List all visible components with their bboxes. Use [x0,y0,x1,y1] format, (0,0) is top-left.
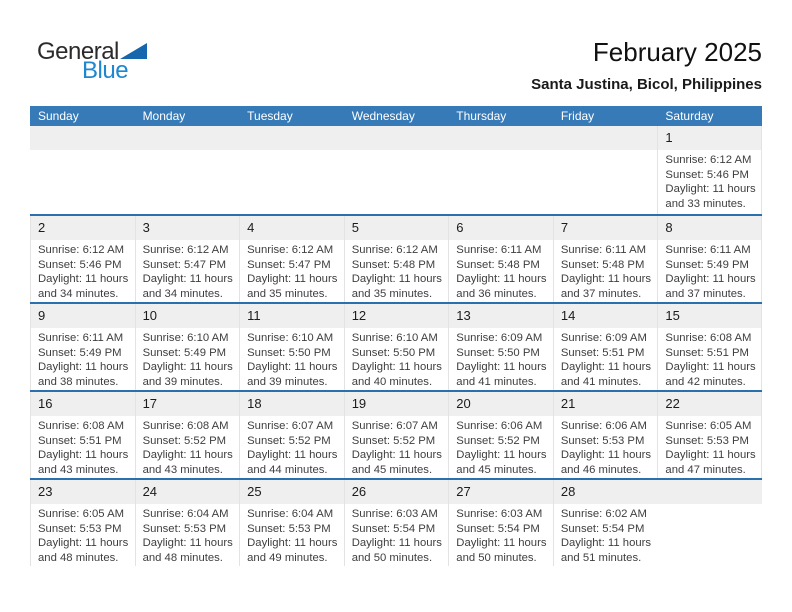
day-number: 20 [449,392,553,416]
daylight-text-line2: and 40 minutes. [351,375,433,388]
daylight-text-line2: and 45 minutes. [456,463,537,476]
day-number: 4 [240,216,344,240]
sunset-text: Sunset: 5:53 PM [142,522,227,535]
calendar-day-cell [448,392,553,478]
daylight-text-line1: Daylight: 11 hours [142,537,233,550]
daylight-text-line2: and 47 minutes. [665,463,746,476]
weekday-sunday: Sunday [38,109,79,123]
sunset-text: Sunset: 5:49 PM [142,346,227,359]
daylight-text-line2: and 49 minutes. [247,551,328,564]
daylight-text-line1: Daylight: 11 hours [456,361,547,374]
day-details [554,328,658,389]
daylight-text-line2: and 37 minutes. [560,287,642,300]
calendar-day-cell [344,392,449,478]
sunrise-text: Sunrise: 6:07 AM [351,420,438,432]
calendar-day-cell [553,216,658,302]
calendar-empty-cell [135,126,240,214]
sunset-text: Sunset: 5:50 PM [456,346,540,359]
day-details [658,416,761,477]
weekday-friday: Friday [560,109,595,123]
daylight-text-line1: Daylight: 11 hours [38,449,129,462]
daylight-text-line2: and 36 minutes. [456,287,537,300]
sunrise-text: Sunrise: 6:05 AM [38,508,125,520]
day-number: 13 [449,304,553,328]
day-details [658,328,761,389]
sunset-text: Sunset: 5:52 PM [142,434,227,447]
day-number [448,126,553,150]
sunset-text: Sunset: 5:49 PM [38,346,122,359]
sunrise-text: Sunrise: 6:03 AM [456,508,543,520]
day-details [240,504,344,565]
sunrise-text: Sunrise: 6:11 AM [38,332,124,344]
sunset-text: Sunset: 5:48 PM [560,258,645,271]
sunrise-text: Sunrise: 6:12 AM [665,154,752,166]
day-details [240,240,344,301]
daylight-text-line1: Daylight: 11 hours [38,537,129,550]
day-number: 5 [345,216,449,240]
daylight-text-line2: and 35 minutes. [351,287,433,300]
daylight-text-line1: Daylight: 11 hours [456,537,547,550]
sunset-text: Sunset: 5:54 PM [456,522,540,535]
sunrise-text: Sunrise: 6:12 AM [351,244,438,256]
day-number: 10 [136,304,240,328]
calendar-day-cell [30,304,135,390]
daylight-text-line1: Daylight: 11 hours [560,273,652,286]
day-details [554,416,658,477]
calendar-day-cell [448,480,553,566]
sunrise-text: Sunrise: 6:04 AM [142,508,229,520]
calendar-day-cell [657,304,762,390]
day-details [240,328,344,389]
day-number: 11 [240,304,344,328]
sunrise-text: Sunrise: 6:10 AM [351,332,438,344]
calendar-table [30,106,762,566]
calendar-empty-cell [30,126,135,214]
daylight-text-line2: and 48 minutes. [142,551,223,564]
weekday-saturday: Saturday [665,109,714,123]
day-number: 26 [345,480,449,504]
day-details [31,416,135,477]
daylight-text-line1: Daylight: 11 hours [247,361,338,374]
day-number: 15 [658,304,761,328]
day-number: 1 [658,126,761,150]
calendar-day-cell [239,392,344,478]
logo-text-blue: Blue [82,57,129,84]
day-details [136,504,240,565]
day-details [658,150,761,211]
day-number [239,126,344,150]
sunset-text: Sunset: 5:52 PM [247,434,331,447]
daylight-text-line2: and 43 minutes. [142,463,223,476]
daylight-text-line1: Daylight: 11 hours [247,273,338,286]
daylight-text-line1: Daylight: 11 hours [142,361,233,374]
day-number: 3 [136,216,240,240]
day-details [449,504,553,565]
sunrise-text: Sunrise: 6:12 AM [247,244,334,256]
daylight-text-line1: Daylight: 11 hours [142,273,233,286]
calendar-day-cell [657,216,762,302]
sunset-text: Sunset: 5:53 PM [560,434,645,447]
day-details [345,504,449,565]
calendar-day-cell [239,216,344,302]
day-number: 17 [136,392,240,416]
sunrise-text: Sunrise: 6:11 AM [665,244,751,256]
calendar-day-cell [344,216,449,302]
day-details [136,328,240,389]
daylight-text-line1: Daylight: 11 hours [247,537,338,550]
daylight-text-line1: Daylight: 11 hours [351,273,442,286]
day-details [345,416,449,477]
calendar-day-cell [553,480,658,566]
sunrise-text: Sunrise: 6:09 AM [456,332,543,344]
daylight-text-line1: Daylight: 11 hours [665,361,756,374]
daylight-text-line2: and 38 minutes. [38,375,119,388]
weekday-header-row [30,106,762,126]
daylight-text-line2: and 50 minutes. [456,551,537,564]
weekday-monday: Monday [142,109,186,123]
daylight-text-line2: and 39 minutes. [142,375,223,388]
sunrise-text: Sunrise: 6:12 AM [142,244,229,256]
calendar-day-cell [448,216,553,302]
daylight-text-line2: and 41 minutes. [456,375,537,388]
day-number: 24 [136,480,240,504]
daylight-text-line1: Daylight: 11 hours [665,449,756,462]
daylight-text-line2: and 46 minutes. [560,463,642,476]
daylight-text-line1: Daylight: 11 hours [247,449,338,462]
calendar-day-cell [30,216,135,302]
day-number: 12 [345,304,449,328]
sunset-text: Sunset: 5:54 PM [560,522,645,535]
calendar-empty-cell [239,126,344,214]
day-number: 2 [31,216,135,240]
day-number [135,126,240,150]
day-number: 6 [449,216,553,240]
calendar-day-cell [553,392,658,478]
day-details [449,328,553,389]
day-details [31,328,135,389]
logo-text-general: General [37,38,119,65]
calendar-empty-cell [448,126,553,214]
sunrise-text: Sunrise: 6:12 AM [38,244,125,256]
sunset-text: Sunset: 5:51 PM [665,346,749,359]
sunset-text: Sunset: 5:48 PM [351,258,436,271]
sunset-text: Sunset: 5:50 PM [247,346,331,359]
sunrise-text: Sunrise: 6:11 AM [560,244,647,256]
sunset-text: Sunset: 5:54 PM [351,522,436,535]
calendar-day-cell [239,480,344,566]
calendar-day-cell [239,304,344,390]
calendar-day-cell [553,304,658,390]
day-number: 18 [240,392,344,416]
calendar-day-cell [344,304,449,390]
day-details [345,328,449,389]
sunrise-text: Sunrise: 6:03 AM [351,508,438,520]
sunrise-text: Sunrise: 6:11 AM [456,244,542,256]
calendar-day-cell [30,480,135,566]
daylight-text-line1: Daylight: 11 hours [665,183,756,196]
day-details [136,240,240,301]
day-number [344,126,449,150]
sunrise-text: Sunrise: 6:08 AM [665,332,752,344]
day-details [554,504,658,565]
day-number: 22 [658,392,761,416]
general-blue-logo [37,40,147,82]
daylight-text-line2: and 34 minutes. [38,287,119,300]
daylight-text-line2: and 35 minutes. [247,287,328,300]
daylight-text-line1: Daylight: 11 hours [142,449,233,462]
sunset-text: Sunset: 5:53 PM [38,522,122,535]
calendar-empty-cell [553,126,658,214]
page-subtitle: Santa Justina, Bicol, Philippines [531,76,762,93]
calendar-empty-cell [344,126,449,214]
daylight-text-line2: and 37 minutes. [665,287,746,300]
sunrise-text: Sunrise: 6:08 AM [142,420,229,432]
sunrise-text: Sunrise: 6:08 AM [38,420,125,432]
daylight-text-line1: Daylight: 11 hours [38,361,129,374]
daylight-text-line1: Daylight: 11 hours [560,449,652,462]
day-number: 28 [554,480,658,504]
calendar-day-cell [135,216,240,302]
daylight-text-line1: Daylight: 11 hours [456,449,547,462]
calendar-day-cell [135,392,240,478]
day-number: 14 [554,304,658,328]
sunrise-text: Sunrise: 6:04 AM [247,508,334,520]
day-details [658,240,761,301]
daylight-text-line1: Daylight: 11 hours [456,273,547,286]
sunset-text: Sunset: 5:52 PM [351,434,436,447]
daylight-text-line1: Daylight: 11 hours [560,361,652,374]
sunrise-text: Sunrise: 6:05 AM [665,420,752,432]
calendar-week-row [30,390,762,478]
sunrise-text: Sunrise: 6:06 AM [456,420,543,432]
calendar-day-cell [657,126,762,214]
daylight-text-line2: and 50 minutes. [351,551,433,564]
daylight-text-line2: and 48 minutes. [38,551,119,564]
sunrise-text: Sunrise: 6:07 AM [247,420,334,432]
sunrise-text: Sunrise: 6:06 AM [560,420,647,432]
day-number: 21 [554,392,658,416]
calendar-week-row [30,478,762,566]
sunset-text: Sunset: 5:48 PM [456,258,540,271]
daylight-text-line2: and 33 minutes. [665,197,746,210]
daylight-text-line1: Daylight: 11 hours [38,273,129,286]
sunset-text: Sunset: 5:53 PM [665,434,749,447]
sunrise-text: Sunrise: 6:02 AM [560,508,647,520]
daylight-text-line1: Daylight: 11 hours [560,537,652,550]
calendar-empty-cell [657,480,762,566]
sunrise-text: Sunrise: 6:10 AM [247,332,334,344]
calendar-day-cell [344,480,449,566]
sunrise-text: Sunrise: 6:09 AM [560,332,647,344]
sunrise-text: Sunrise: 6:10 AM [142,332,229,344]
daylight-text-line2: and 43 minutes. [38,463,119,476]
sunset-text: Sunset: 5:49 PM [665,258,749,271]
weekday-wednesday: Wednesday [351,109,415,123]
daylight-text-line2: and 39 minutes. [247,375,328,388]
calendar-weeks [30,126,762,566]
calendar-week-row [30,214,762,302]
sunset-text: Sunset: 5:50 PM [351,346,436,359]
day-number [30,126,135,150]
day-details [240,416,344,477]
day-number: 7 [554,216,658,240]
calendar-day-cell [135,480,240,566]
sunset-text: Sunset: 5:53 PM [247,522,331,535]
sunset-text: Sunset: 5:52 PM [456,434,540,447]
day-details [449,416,553,477]
sunset-text: Sunset: 5:46 PM [38,258,122,271]
day-details [31,240,135,301]
day-number: 25 [240,480,344,504]
day-details [449,240,553,301]
day-number: 9 [31,304,135,328]
daylight-text-line2: and 44 minutes. [247,463,328,476]
daylight-text-line1: Daylight: 11 hours [351,361,442,374]
daylight-text-line2: and 41 minutes. [560,375,642,388]
day-number [657,480,762,504]
calendar-day-cell [448,304,553,390]
calendar-day-cell [135,304,240,390]
sunset-text: Sunset: 5:47 PM [247,258,331,271]
calendar-day-cell [30,392,135,478]
title-block [531,38,762,93]
day-details [345,240,449,301]
daylight-text-line2: and 51 minutes. [560,551,642,564]
day-number: 16 [31,392,135,416]
sunset-text: Sunset: 5:51 PM [38,434,122,447]
daylight-text-line2: and 34 minutes. [142,287,223,300]
daylight-text-line2: and 42 minutes. [665,375,746,388]
day-details [554,240,658,301]
page-title: February 2025 [592,37,762,67]
sunset-text: Sunset: 5:51 PM [560,346,645,359]
sunset-text: Sunset: 5:46 PM [665,168,749,181]
daylight-text-line1: Daylight: 11 hours [351,537,442,550]
daylight-text-line2: and 45 minutes. [351,463,433,476]
day-details [31,504,135,565]
daylight-text-line1: Daylight: 11 hours [351,449,442,462]
day-number: 27 [449,480,553,504]
calendar-week-row [30,126,762,214]
sunset-text: Sunset: 5:47 PM [142,258,227,271]
weekday-tuesday: Tuesday [247,109,293,123]
calendar-week-row [30,302,762,390]
day-number [553,126,658,150]
daylight-text-line1: Daylight: 11 hours [665,273,756,286]
day-details [136,416,240,477]
day-number: 19 [345,392,449,416]
day-number: 8 [658,216,761,240]
day-number: 23 [31,480,135,504]
weekday-thursday: Thursday [456,109,507,123]
calendar-day-cell [657,392,762,478]
